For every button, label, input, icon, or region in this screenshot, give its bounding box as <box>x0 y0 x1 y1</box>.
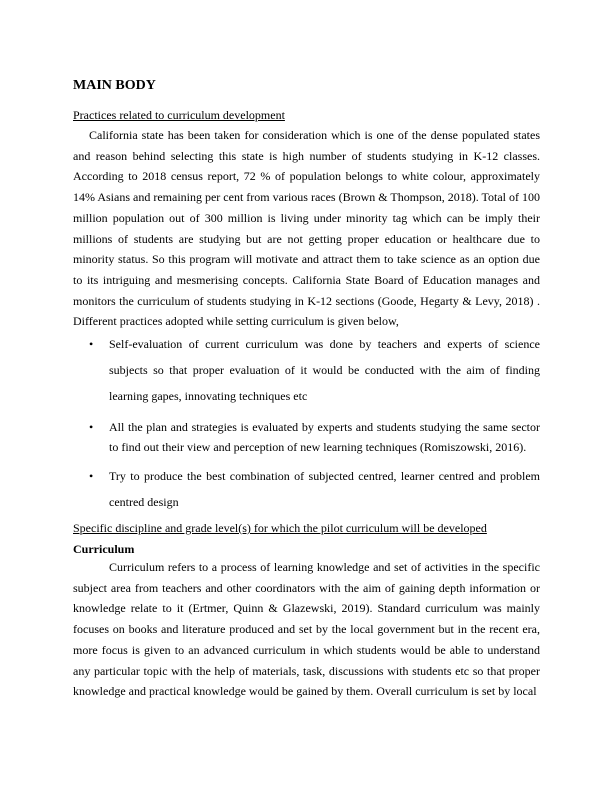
bullet-text: Self-evaluation of current curriculum was done by teachers and experts of science subjects so that proper evaluation of it would be conducted with the aim of finding learning gapes, innovating techniques etc <box>109 337 540 403</box>
curriculum-subheading: Curriculum <box>73 542 135 556</box>
bullet-item <box>73 417 540 457</box>
bullet-text: All the plan and strategies is evaluated by experts and students studying the same sector to find out their view and perception of new learning techniques (Romiszowski, 2016). <box>109 420 540 454</box>
bullet-item <box>73 331 540 409</box>
section-title-practices: Practices related to curriculum development <box>73 108 285 122</box>
bullet-icon: • <box>89 337 94 351</box>
bullet-icon: • <box>89 420 94 434</box>
section-title-discipline: Specific discipline and grade level(s) for which the pilot curriculum will be developed <box>73 521 487 535</box>
bullet-icon: • <box>89 469 94 483</box>
bullet-item <box>73 463 540 515</box>
bullet-text: Try to produce the best combination of subjected centred, learner centred and problem centred design <box>109 469 540 509</box>
practices-paragraph: California state has been taken for consideration which is one of the dense populated states and reason behind selecting this state is high number of students studying in K-12 classes. According to 2018 census report, 72 % of population belongs to white colour, approximately 14% Asians and remaining per cent from various races (Brown & Thompson, 2018). Total of 100 million population out of 300 million is living under minority tag which can be imply their millions of students are studying but are not getting proper education or healthcare due to minority status. So this program will motivate and attract them to take science as an option due to its intriguing and mesmerising concepts. California State Board of Education manages and monitors the curriculum of students studying in K-12 sections (Goode, Hegarty & Levy, 2018) . Different practices adopted while setting curriculum is given below, <box>73 128 540 329</box>
practices-bullet-list <box>73 331 540 515</box>
curriculum-paragraph: Curriculum refers to a process of learning knowledge and set of activities in the specific subject area from teachers and other coordinators with the aim of gaining depth information or knowledge relate to it (Ertmer, Quinn & Glazewski, 2019). Standard curriculum was mainly focuses on books and literature produced and set by the local government but in the recent era, more focus is given to an advanced curriculum in which students would be able to understand any particular topic with the help of materials, task, discussions with students etc so that proper knowledge and practical knowledge would be gained by them. Overall curriculum is set by local <box>73 560 540 699</box>
main-body-heading: MAIN BODY <box>73 78 156 93</box>
